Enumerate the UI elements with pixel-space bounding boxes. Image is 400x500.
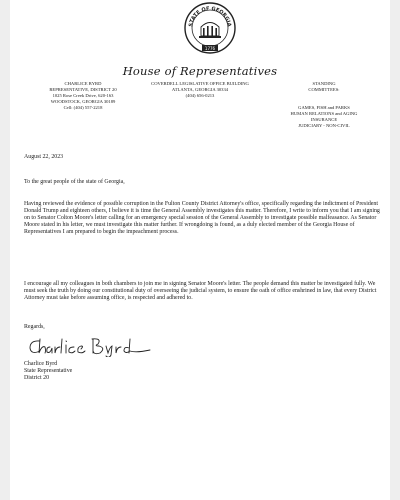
georgia-state-seal-icon xyxy=(184,2,236,54)
representative-contact-block xyxy=(28,81,138,111)
office-building: COVERDELL LEGISLATIVE OFFICE BUILDING xyxy=(151,81,249,86)
office-city: ATLANTA, GEORGIA 30334 xyxy=(171,87,229,92)
signer-title: State Representative xyxy=(24,368,73,375)
committee-item: JUDICIARY - NON-CIVIL xyxy=(298,123,350,128)
office-address-block xyxy=(140,81,260,99)
letter-paragraph-1: Having reviewed the evidence of possible corruption in the Fulton County District Attorney's office, specifically regarding the indictment of President Donald Trump and eighteen others, I believe it is time the General Assembly investigates this matter. Therefore, I write to inform you that I am signing on to Senator Colton Moore's letter calling for an emergency special session of the General Assembly to investigate possible malfeasance. As Senator Moore stated in his letter, we must investigate this matter further. If wrongdoing is found, as a duly elected member of the Georgia House of Representatives I am prepared to begin the impeachment process. xyxy=(24,201,380,236)
committee-item: INSURANCE xyxy=(310,117,338,122)
address-line: 1025 Rose Creek Drive, 620-163 xyxy=(52,93,114,98)
committee-item: GAMES, FISH and PARKS xyxy=(298,105,350,110)
cell-phone: Cell: (404) 557-2218 xyxy=(63,105,103,110)
handwritten-signature xyxy=(26,335,166,357)
committees-heading-2: COMMITTEES: xyxy=(308,87,340,92)
letter-page xyxy=(10,0,390,500)
seal-year: 1776 xyxy=(204,45,216,51)
seal-text-top: STATE OF GEORGIA xyxy=(188,5,233,28)
committees-block xyxy=(265,81,383,129)
city-line: WOODSTOCK, GEORGIA 30189 xyxy=(50,99,116,104)
signer-name: Charlice Byrd xyxy=(24,361,58,367)
letter-date: August 22, 2023 xyxy=(24,154,64,160)
representative-district: REPRESENTATIVE, DISTRICT 20 xyxy=(49,87,117,92)
signer-block xyxy=(24,361,72,382)
representative-name: CHARLICE BYRD xyxy=(64,81,102,86)
committee-item: HUMAN RELATIONS and AGING xyxy=(290,111,358,116)
committees-heading-1: STANDING xyxy=(312,81,336,86)
signer-district: District 20 xyxy=(24,375,50,382)
letter-closing: Regards, xyxy=(24,324,45,330)
office-phone: (404) 656-0213 xyxy=(185,93,215,98)
house-title: House of Representatives xyxy=(122,64,278,78)
letter-paragraph-2: I encourage all my colleagues in both chambers to join me in signing Senator Moore's letter. The people demand this matter be investigated fully. We must seek the truth by doing our constitutional duty of overseeing the judicial system, to ensure the oath of office enshrined in law, that every District Attorney must take before assuming office, is respected and adhered to. xyxy=(24,281,377,302)
letter-salutation: To the great people of the state of Georgia, xyxy=(24,179,125,185)
